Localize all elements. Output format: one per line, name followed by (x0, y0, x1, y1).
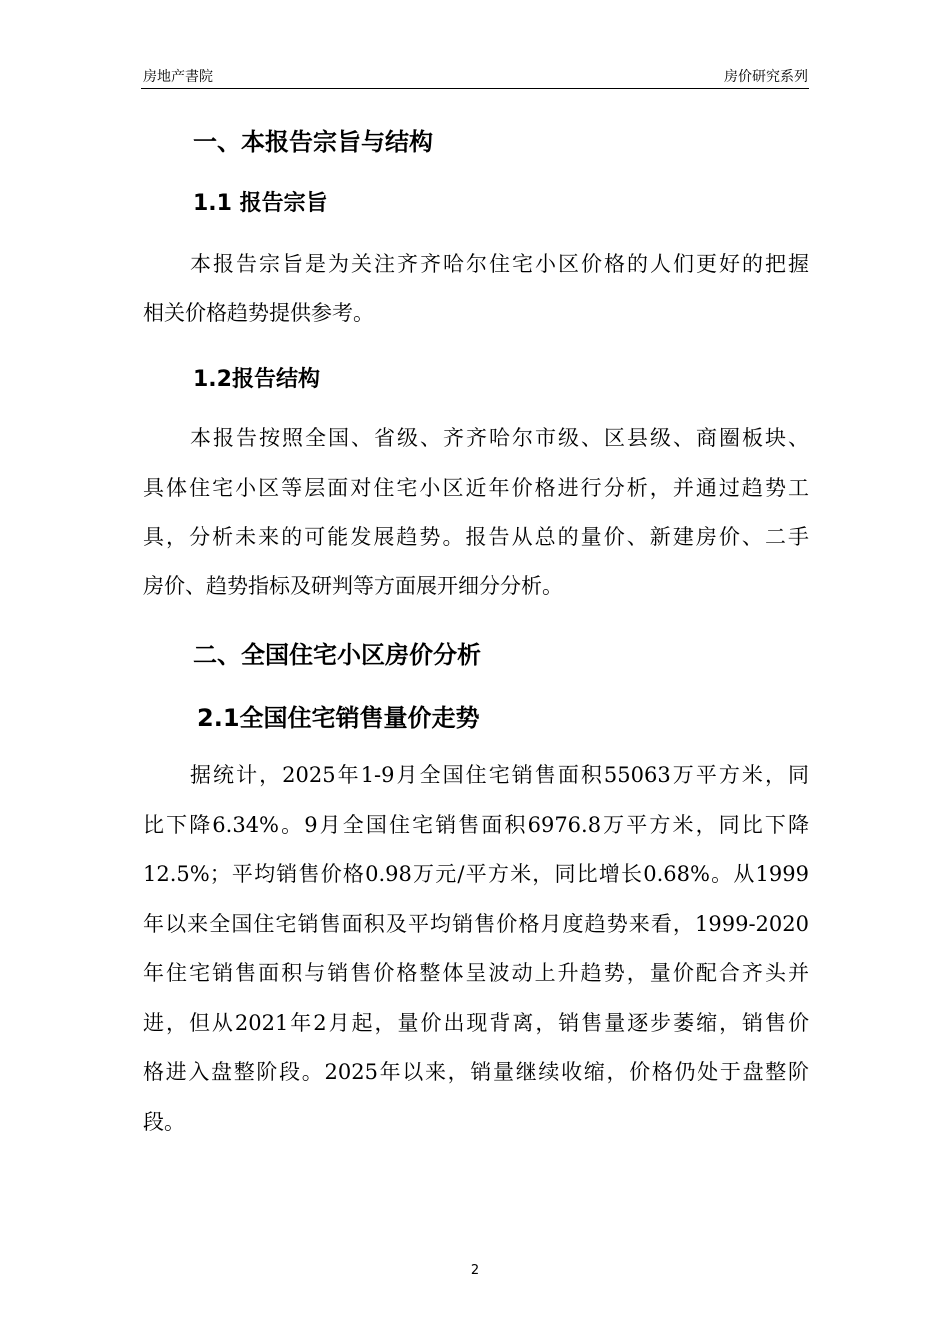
paragraph-line: 段。 (143, 1110, 185, 1134)
paragraph-line: 房价、趋势指标及研判等方面展开细分分析。 (143, 574, 563, 598)
paragraph-line: 年住宅销售面积与销售价格整体呈波动上升趋势，量价配合齐头并 (143, 961, 809, 985)
paragraph-line: 具体住宅小区等层面对住宅小区近年价格进行分析，并通过趋势工 (143, 476, 809, 500)
paragraph-line: 本报告按照全国、省级、齐齐哈尔市级、区县级、商圈板块、 (190, 426, 809, 450)
paragraph-line: 具，分析未来的可能发展趋势。报告从总的量价、新建房价、二手 (143, 525, 809, 549)
subsection-heading: 1.2报告结构 (193, 367, 320, 392)
paragraph-line: 进，但从2021年2月起，量价出现背离，销售量逐步萎缩，销售价 (143, 1011, 809, 1035)
header-right: 房价研究系列 (724, 69, 808, 85)
subsection-heading: 1.1 报告宗旨 (193, 191, 328, 216)
paragraph-line: 年以来全国住宅销售面积及平均销售价格月度趋势来看，1999-2020 (143, 912, 809, 936)
header-left: 房地产書院 (143, 69, 213, 85)
header-rule (141, 88, 809, 89)
page-number: 2 (470, 1263, 480, 1278)
subsection-heading: 2.1全国住宅销售量价走势 (197, 704, 480, 732)
paragraph-line: 格进入盘整阶段。2025年以来，销量继续收缩，价格仍处于盘整阶 (143, 1060, 809, 1084)
paragraph-line: 据统计，2025年1-9月全国住宅销售面积55063万平方米，同 (190, 763, 809, 787)
paragraph-line: 本报告宗旨是为关注齐齐哈尔住宅小区价格的人们更好的把握 (190, 252, 809, 276)
section-heading: 一、本报告宗旨与结构 (193, 128, 433, 156)
paragraph-line: 相关价格趋势提供参考。 (143, 301, 374, 325)
paragraph-line: 12.5%；平均销售价格0.98万元/平方米，同比增长0.68%。从1999 (143, 862, 809, 886)
paragraph-line: 比下降6.34%。9月全国住宅销售面积6976.8万平方米，同比下降 (143, 813, 809, 837)
section-heading: 二、全国住宅小区房价分析 (193, 641, 481, 669)
